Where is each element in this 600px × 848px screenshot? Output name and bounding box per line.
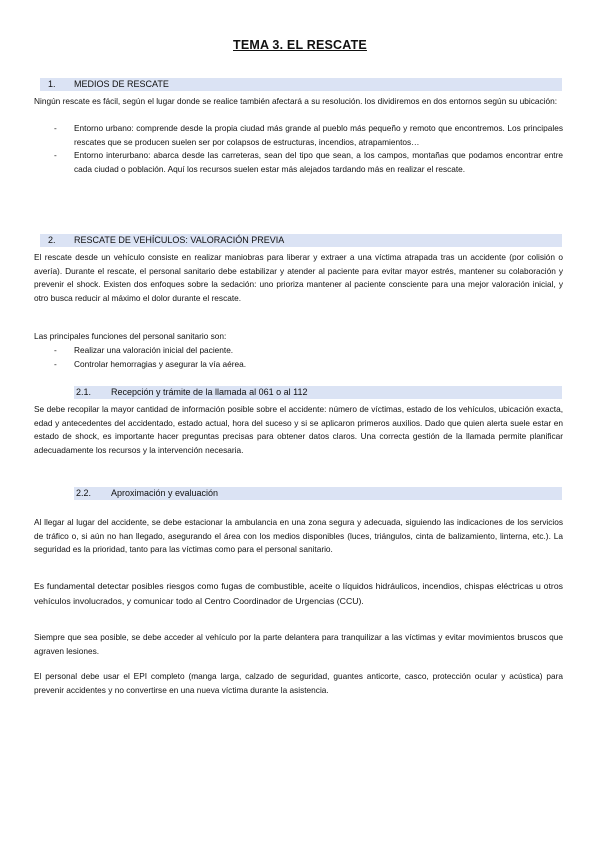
subsection-2-1-text: Se debe recopilar la mayor cantidad de información posible sobre el accidente: número de víctimas, estado de los vehículos, ubicación exacta, edad y antecedentes del accidentado, estado actual, hora del suceso y si se aplicaron primeros auxilios. Dado que quien alerta suele estar en estado de shock, es importante hacer preguntas precisas para obtener datos claros. Una correcta gestión de la llamada permite planificar adecuadamente los recursos y la intervención necesaria. — [34, 404, 563, 455]
section-number: 1. — [48, 79, 56, 89]
subsection-heading-aproximacion — [74, 487, 562, 500]
functions-list — [34, 344, 563, 371]
subsection-number: 2.2. — [76, 488, 92, 498]
section-1-list — [34, 122, 563, 176]
paragraph: El personal debe usar el EPI completo (manga larga, calzado de seguridad, guantes anticorte, casco, protección ocular y acústica) para prevenir accidentes y no convertirse en una nueva víctima durante la asistencia. — [34, 671, 563, 695]
section-number: 2. — [48, 235, 56, 245]
section-title: MEDIOS DE RESCATE — [74, 79, 169, 89]
paragraph: Es fundamental detectar posibles riesgos como fugas de combustible, aceite o líquidos hidráulicos, incendios, chispas eléctricas u otros vehículos involucrados, y comunicar todo al Centro Coordinador de Urgencias (CCU). — [34, 581, 563, 606]
list-item: - Entorno urbano: comprende desde la propia ciudad más grande al pueblo más pequeño y remoto que encontremos. Los principales rescates que se producen suelen ser por colapsos de estructuras, incendios, atrapamientos… — [54, 123, 563, 147]
section-heading-medios — [40, 78, 562, 91]
subsection-heading-llamada — [74, 386, 562, 399]
section-2-intro: El rescate desde un vehículo consiste en realizar maniobras para liberar y extraer a una víctima atrapada tras un accidente (por colisión o avería). Durante el rescate, el personal sanitario debe estabilizar y atender al paciente para evitar mayor estrés, mantener su colaboración y prevenir el shock. Existen dos enfoques sobre la sedación: uno prioriza mantener al paciente consciente para una mejor valoración inicial, y otro busca reducir al máximo el dolor durante el rescate. — [34, 252, 563, 303]
section-heading-rescate-vehiculos — [40, 234, 562, 247]
paragraph: Siempre que sea posible, se debe acceder al vehículo por la parte delantera para tranquilizar a las víctimas y evitar movimientos bruscos que agraven lesiones. — [34, 632, 563, 656]
list-item: - Controlar hemorragias y asegurar la vía aérea. — [54, 358, 247, 369]
paragraph: Al llegar al lugar del accidente, se debe estacionar la ambulancia en una zona segura y adecuada, siguiendo las indicaciones de los servicios de tráfico o, si aún no han llegado, asegurando el área con los medios disponibles (luces, triángulos, cinta de balizamiento, linterna, etc.). La seguridad es la prioridad, tanto para las víctimas como para el personal sanitario. — [34, 517, 563, 555]
functions-intro: Las principales funciones del personal sanitario son: — [34, 331, 227, 341]
section-title: RESCATE DE VEHÍCULOS: VALORACIÓN PREVIA — [74, 235, 285, 245]
section-1-intro: Ningún rescate es fácil, según el lugar donde se realice también afectará a su resolución. los dividiremos en dos entornos según su ubicación: — [34, 96, 558, 106]
subsection-title: Aproximación y evaluación — [111, 488, 219, 498]
subsection-title: Recepción y trámite de la llamada al 061 o al 112 — [111, 387, 308, 397]
subsection-number: 2.1. — [76, 387, 92, 397]
list-item: - Realizar una valoración inicial del paciente. — [54, 345, 234, 355]
list-item: - Entorno interurbano: abarca desde las carreteras, sean del tipo que sean, a los campos, montañas que podamos encontrar entre cada ciudad o población. Aquí los recursos suelen estar más alejados tardando más en realizar el rescate. — [54, 150, 563, 174]
page-title: TEMA 3. EL RESCATE — [233, 38, 367, 52]
